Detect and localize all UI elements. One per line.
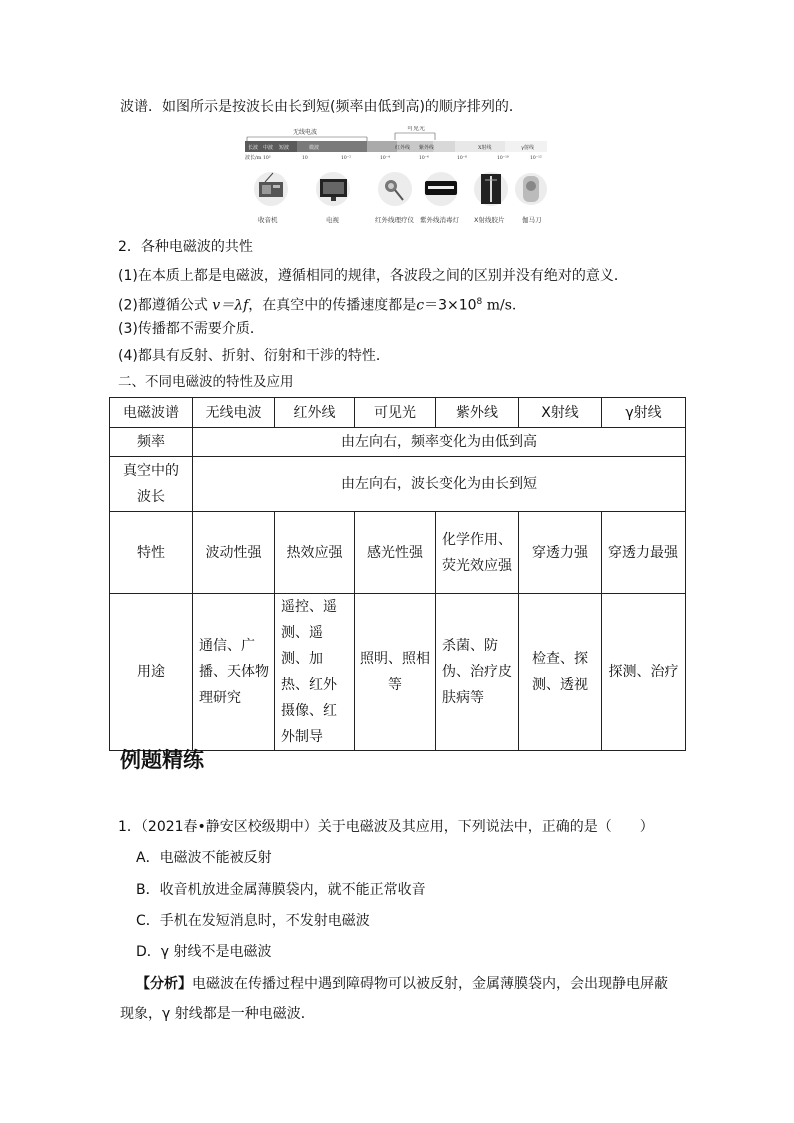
band-short: 短波 <box>279 145 290 151</box>
row-label-line: 真空中的 <box>123 463 179 479</box>
radio-image <box>254 172 288 206</box>
band-x: X射线 <box>478 145 492 151</box>
analysis-label: 【分析】 <box>136 976 192 992</box>
row-label: 特性 <box>110 512 193 594</box>
ir-therapy-image <box>378 172 412 206</box>
option-b: B．收音机放进金属薄膜袋内，就不能正常收音 <box>136 882 426 898</box>
point-2-d: ＝3×10 <box>424 297 477 314</box>
point-4: (4)都具有反射、折射、衍射和干涉的特性． <box>118 348 390 364</box>
table-row-wavelength <box>110 457 686 512</box>
caption-uv: 紫外线消毒灯 <box>420 216 459 224</box>
analysis-line-2: 现象，γ 射线都是一种电磁波． <box>120 1006 315 1022</box>
uv-lamp-image <box>424 172 458 206</box>
option-c: C．手机在发短消息时，不发射电磁波 <box>136 913 370 929</box>
xray-film-image <box>474 172 508 206</box>
caption-tv: 电视 <box>326 216 339 224</box>
visible-light-label: 可见光 <box>407 126 426 132</box>
table-cell: 通信、广播、天体物理研究 <box>193 594 275 751</box>
caption-ir: 红外线理疗仪 <box>375 216 414 224</box>
header-cell: 可见光 <box>355 398 436 428</box>
section-title-properties: 二、不同电磁波的特性及应用 <box>118 374 294 390</box>
table-cell: 化学作用、荧光效应强 <box>436 512 519 594</box>
header-cell: γ射线 <box>602 398 686 428</box>
tick-3: 10⁻⁴ <box>380 156 390 161</box>
point-3: (3)传播都不需要介质． <box>118 321 264 337</box>
row-label <box>110 457 193 512</box>
header-cell: 无线电波 <box>193 398 275 428</box>
wave-formula: v＝λf <box>212 297 249 314</box>
band-long: 长波 <box>248 145 259 151</box>
point-2 <box>118 292 516 316</box>
tick-7: 10⁻¹² <box>530 156 542 161</box>
speed-symbol: c <box>416 297 425 314</box>
header-cell: 紫外线 <box>436 398 519 428</box>
table-header-row <box>110 398 686 428</box>
tick-1: 10 <box>302 156 308 161</box>
em-spectrum-table <box>109 397 686 751</box>
band-medium: 中波 <box>263 145 274 151</box>
exponent: 8 <box>476 297 483 307</box>
tick-2: 10⁻² <box>341 156 351 161</box>
table-cell: 穿透力强 <box>519 512 602 594</box>
spectrum-figure <box>245 126 547 226</box>
section-title-common: 2．各种电磁波的共性 <box>118 239 253 255</box>
table-cell: 热效应强 <box>275 512 355 594</box>
point-2-e: m/s. <box>482 297 517 314</box>
table-row-uses <box>110 594 686 751</box>
header-cell: 红外线 <box>275 398 355 428</box>
table-cell: 穿透力最强 <box>602 512 686 594</box>
tv-image <box>316 172 350 206</box>
tick-5: 10⁻⁸ <box>457 156 467 161</box>
table-cell: 探测、治疗 <box>602 594 686 751</box>
table-cell: 波动性强 <box>193 512 275 594</box>
caption-gamma: 伽马刀 <box>522 216 542 224</box>
examples-heading: 例题精练 <box>120 748 204 772</box>
option-d: D．γ 射线不是电磁波 <box>136 944 272 960</box>
point-1: (1)在本质上都是电磁波，遵循相同的规律，各波段之间的区别并没有绝对的意义． <box>118 268 628 284</box>
tick-4: 10⁻⁶ <box>419 156 429 161</box>
band-gamma: γ射线 <box>521 145 534 151</box>
table-cell: 杀菌、防伪、治疗皮肤病等 <box>436 594 519 751</box>
band-uv: 紫外线 <box>419 145 435 151</box>
table-row-properties <box>110 512 686 594</box>
header-cell: 电磁波谱 <box>110 398 193 428</box>
table-cell: 感光性强 <box>355 512 436 594</box>
table-cell: 遥控、遥测、遥测、加热、红外摄像、红外制导 <box>275 594 355 751</box>
gamma-knife-image <box>515 173 547 205</box>
radio-waves-label: 无线电波 <box>293 129 318 136</box>
analysis-text: 电磁波在传播过程中遇到障碍物可以被反射，金属薄膜袋内，会出现静电屏蔽 <box>192 976 668 992</box>
row-label-line: 波长 <box>137 489 165 505</box>
option-a: A．电磁波不能被反射 <box>136 850 272 866</box>
row-label: 用途 <box>110 594 193 751</box>
header-cell: X射线 <box>519 398 602 428</box>
wavelength-text: 由左向右，波长变化为由长到短 <box>193 457 686 512</box>
tick-6: 10⁻¹⁰ <box>497 156 509 161</box>
point-2-b: ，在真空中的传播速度都是 <box>248 297 417 314</box>
analysis-line-1 <box>136 974 668 994</box>
row-label: 频率 <box>110 428 193 457</box>
band-micro: 微波 <box>309 145 320 151</box>
band-ir: 红外线 <box>395 145 411 151</box>
question-1: 1．（2021春•静安区校级期中）关于电磁波及其应用，下列说法中，正确的是（ ） <box>118 819 654 835</box>
table-row-frequency <box>110 428 686 457</box>
frequency-text: 由左向右，频率变化为由低到高 <box>193 428 686 457</box>
table-cell: 照明、照相等 <box>355 594 436 751</box>
wavelength-label: 波长/m <box>245 155 262 161</box>
tick-0: 10³ <box>263 156 271 161</box>
table-cell: 检查、探测、透视 <box>519 594 602 751</box>
point-2-a: (2)都遵循公式 <box>118 297 213 314</box>
intro-text: 波谱．如图所示是按波长由长到短(频率由低到高)的顺序排列的． <box>120 99 523 115</box>
caption-xray: X射线胶片 <box>474 216 505 224</box>
caption-radio: 收音机 <box>258 216 278 224</box>
